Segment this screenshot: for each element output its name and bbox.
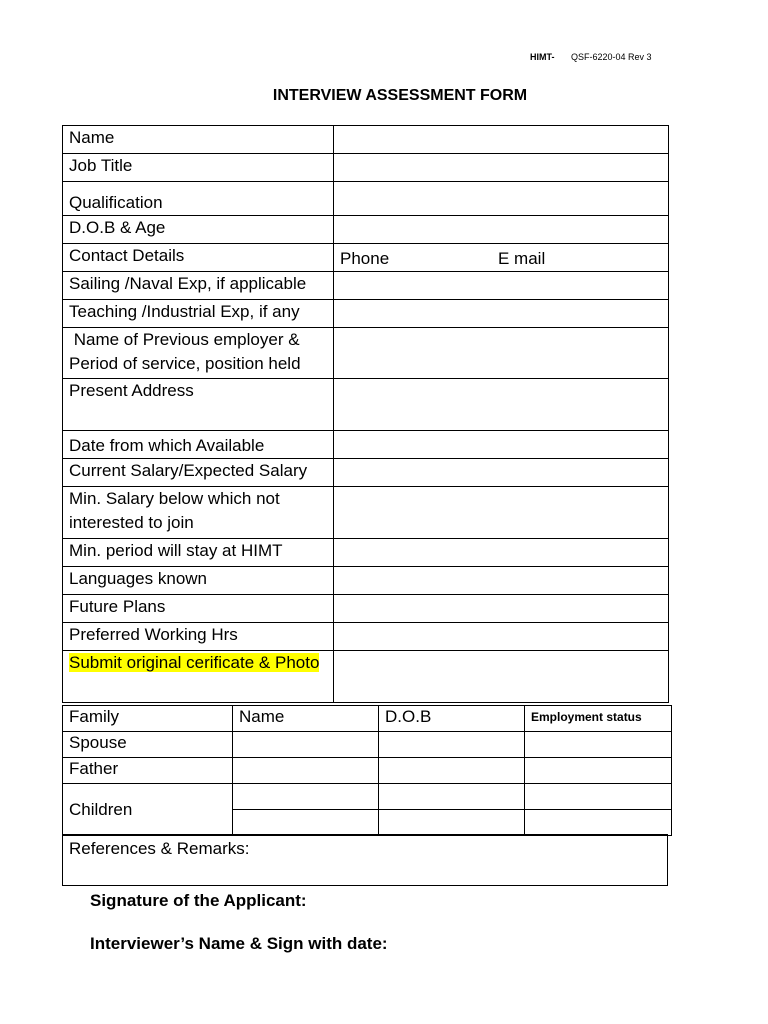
document-code	[530, 52, 652, 62]
submit-certificate-field[interactable]	[334, 651, 669, 703]
family-row-label: Father	[63, 758, 233, 784]
name-header: Name	[233, 706, 379, 732]
family-header: Family	[63, 706, 233, 732]
child-2-dob-cell[interactable]	[379, 810, 525, 836]
qualification-field[interactable]	[334, 182, 669, 216]
row-min-period	[63, 539, 669, 567]
email-label: E mail	[498, 249, 546, 268]
future-plans-field[interactable]	[334, 595, 669, 623]
child-2-name-cell[interactable]	[233, 810, 379, 836]
row-salary	[63, 459, 669, 487]
row-min-salary	[63, 487, 669, 539]
field-label: Min. period will stay at HIMT	[63, 539, 334, 567]
field-label: Contact Details	[63, 244, 334, 272]
field-label: Future Plans	[63, 595, 334, 623]
row-previous-employer	[63, 328, 669, 379]
family-row-label: Spouse	[63, 732, 233, 758]
min-period-field[interactable]	[334, 539, 669, 567]
employment-status-header: Employment status	[525, 706, 672, 732]
row-contact	[63, 244, 669, 272]
row-sailing-exp	[63, 272, 669, 300]
form-title: INTERVIEW ASSESSMENT FORM	[272, 87, 528, 104]
row-qualification	[63, 182, 669, 216]
row-job-title	[63, 154, 669, 182]
row-teaching-exp	[63, 300, 669, 328]
father-employment-cell[interactable]	[525, 758, 672, 784]
field-label: Name	[63, 126, 334, 154]
child-1-dob-cell[interactable]	[379, 784, 525, 810]
field-label: Min. Salary below which not interested to join	[63, 487, 334, 539]
salary-field[interactable]	[334, 459, 669, 487]
document-number: QSF-6220-04 Rev 3	[571, 52, 652, 62]
highlighted-instruction: Submit original cerificate & Photo	[69, 653, 320, 672]
interviewer-signature-label: Interviewer’s Name & Sign with date:	[90, 934, 388, 953]
row-present-address	[63, 379, 669, 431]
father-name-cell[interactable]	[233, 758, 379, 784]
row-dob-age	[63, 216, 669, 244]
teaching-exp-field[interactable]	[334, 300, 669, 328]
family-row-spouse	[63, 732, 672, 758]
father-dob-cell[interactable]	[379, 758, 525, 784]
references-remarks-label: References & Remarks:	[69, 839, 250, 858]
previous-employer-field[interactable]	[334, 328, 669, 379]
spouse-dob-cell[interactable]	[379, 732, 525, 758]
languages-field[interactable]	[334, 567, 669, 595]
row-languages	[63, 567, 669, 595]
sailing-exp-field[interactable]	[334, 272, 669, 300]
field-label: Preferred Working Hrs	[63, 623, 334, 651]
field-label: Present Address	[63, 379, 334, 431]
field-label: Name of Previous employer & Period of service, position held	[63, 328, 334, 379]
child-1-employment-cell[interactable]	[525, 784, 672, 810]
field-label: Job Title	[63, 154, 334, 182]
field-label: Date from which Available	[63, 431, 334, 459]
present-address-field[interactable]	[334, 379, 669, 431]
field-label	[63, 651, 334, 703]
phone-label: Phone	[340, 249, 390, 268]
field-label: Current Salary/Expected Salary	[63, 459, 334, 487]
field-label: Sailing /Naval Exp, if applicable	[63, 272, 334, 300]
spouse-employment-cell[interactable]	[525, 732, 672, 758]
row-name	[63, 126, 669, 154]
family-row-father	[63, 758, 672, 784]
date-available-field[interactable]	[334, 431, 669, 459]
child-2-employment-cell[interactable]	[525, 810, 672, 836]
row-working-hrs	[63, 623, 669, 651]
field-label: Languages known	[63, 567, 334, 595]
min-salary-field[interactable]	[334, 487, 669, 539]
family-row-children	[63, 784, 672, 810]
row-date-available	[63, 431, 669, 459]
contact-details-field[interactable]	[334, 244, 669, 272]
job-title-field[interactable]	[334, 154, 669, 182]
applicant-details-table	[62, 125, 669, 703]
spouse-name-cell[interactable]	[233, 732, 379, 758]
org-code: HIMT-	[530, 52, 555, 62]
field-label: Qualification	[63, 182, 334, 216]
field-label: Teaching /Industrial Exp, if any	[63, 300, 334, 328]
dob-age-field[interactable]	[334, 216, 669, 244]
family-table	[62, 705, 672, 836]
row-submit-certificate	[63, 651, 669, 703]
name-field[interactable]	[334, 126, 669, 154]
child-1-name-cell[interactable]	[233, 784, 379, 810]
row-future-plans	[63, 595, 669, 623]
field-label: D.O.B & Age	[63, 216, 334, 244]
family-row-label: Children	[63, 784, 233, 836]
dob-header: D.O.B	[379, 706, 525, 732]
references-remarks-field[interactable]	[62, 834, 668, 886]
working-hrs-field[interactable]	[334, 623, 669, 651]
applicant-signature-label: Signature of the Applicant:	[90, 891, 307, 910]
family-header-row	[63, 706, 672, 732]
